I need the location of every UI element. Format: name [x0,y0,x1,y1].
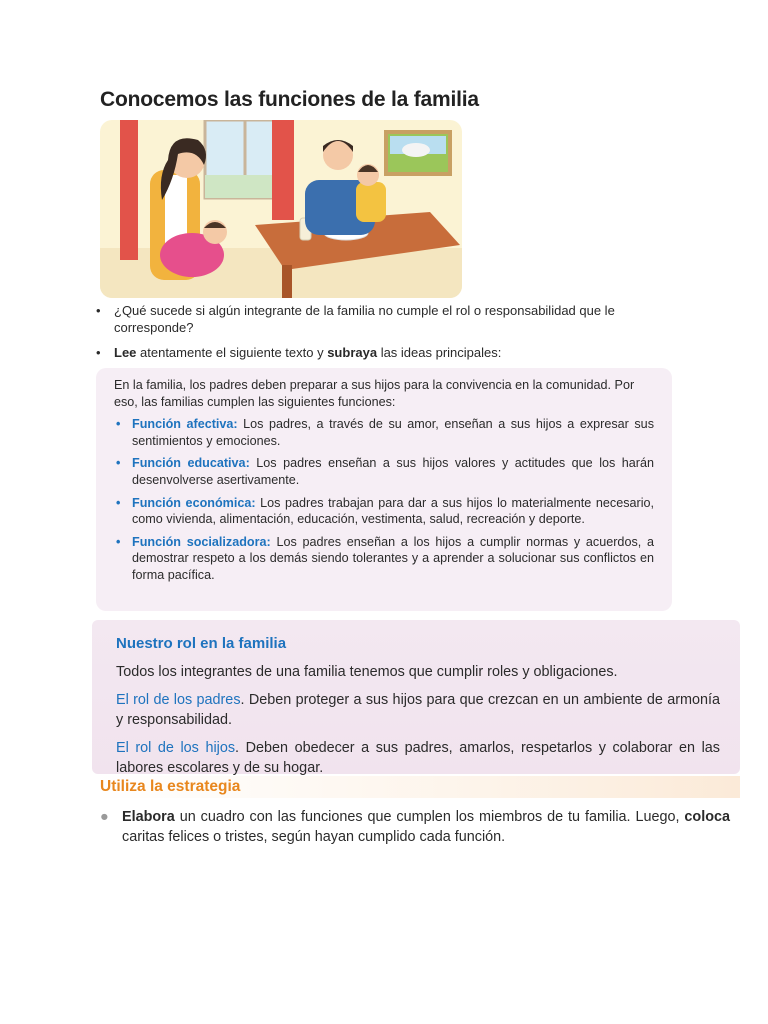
function-label: Función socializadora: [132,534,271,549]
strategy-heading: Utiliza la estrategia [100,778,241,795]
function-label: Función afectiva: [132,417,238,432]
bullet-icon: • [96,345,101,360]
function-text: Los padres, a través de su amor, enseñan a sus hijos a expresar sus sentimientos y emociones. [132,417,654,448]
bullet-icon: ● [100,809,109,825]
reading-panel [96,368,672,611]
function-text: Los padres enseñan a sus hijos valores y actitudes que los harán desenvolverse asertivamente. [132,456,654,487]
question-item [96,302,676,336]
function-label: Función educativa: [132,456,250,471]
rol-heading: Nuestro rol en la familia [116,635,287,652]
rol-parents-label: El rol de los padres [116,692,241,708]
instruction-item [96,344,676,361]
bullet-icon: • [96,303,101,318]
rol-parents-text: . Deben proteger a sus hijos para que crezcan en un ambiente de armonía y responsabilidad. [116,692,721,728]
questions-list [96,302,676,369]
instruction-text-end: las ideas principales: [377,345,502,360]
bullet-icon: • [116,456,121,471]
function-afectiva [114,416,654,449]
task-text: un cuadro con las funciones que cumplen los miembros de tu familia. Luego, [174,809,685,825]
rol-parents [116,690,720,730]
task-verb-elabora: Elabora [122,809,175,825]
instruction-verb-subraya: subraya [327,345,378,360]
instruction-text: atentamente el siguiente texto y [136,345,328,360]
rol-children-label: El rol de los hijos [116,740,236,756]
rol-children-text: . Deben obedecer a sus padres, amarlos, respetarlos y colaborar en las labores escolares y de su hogar. [116,740,721,776]
function-text: Los padres enseñan a los hijos a cumplir normas y acuerdos, a demostrar respeto a los demás siendo tolerantes y a aprender a solucionar sus conflictos en forma pacífica. [132,534,654,582]
page-title: Conocemos las funciones de la familia [100,88,479,111]
question-text: ¿Qué sucede si algún integrante de la familia no cumple el rol o responsabilidad que le corresponde? [114,303,615,335]
bullet-icon: • [116,495,121,510]
task-verb-coloca: coloca [684,809,730,825]
reading-intro: En la familia, los padres deben preparar a sus hijos para la convivencia en la comunidad. Por eso, las familias cumplen las siguientes funciones: [114,378,635,409]
bullet-icon: • [116,417,121,432]
function-text: Los padres trabajan para dar a sus hijos lo materialmente necesario, como vivienda, alimentación, educación, vestimenta, salud, recreación y deporte. [132,495,654,527]
function-economica [114,495,654,528]
family-illustration [100,120,462,298]
rol-children [116,738,720,778]
function-socializadora [114,534,654,584]
bullet-icon: • [116,534,121,549]
rol-panel [92,620,740,774]
strategy-task-text [100,807,730,847]
task-text-end: caritas felices o tristes, según hayan cumplido cada función. [122,829,506,845]
strategy-header [96,776,740,798]
instruction-verb-lee: Lee [114,345,137,360]
rol-intro: Todos los integrantes de una familia tenemos que cumplir roles y obligaciones. [116,664,618,680]
strategy-task [100,807,730,847]
function-label: Función económica: [132,495,256,510]
function-educativa [114,455,654,488]
